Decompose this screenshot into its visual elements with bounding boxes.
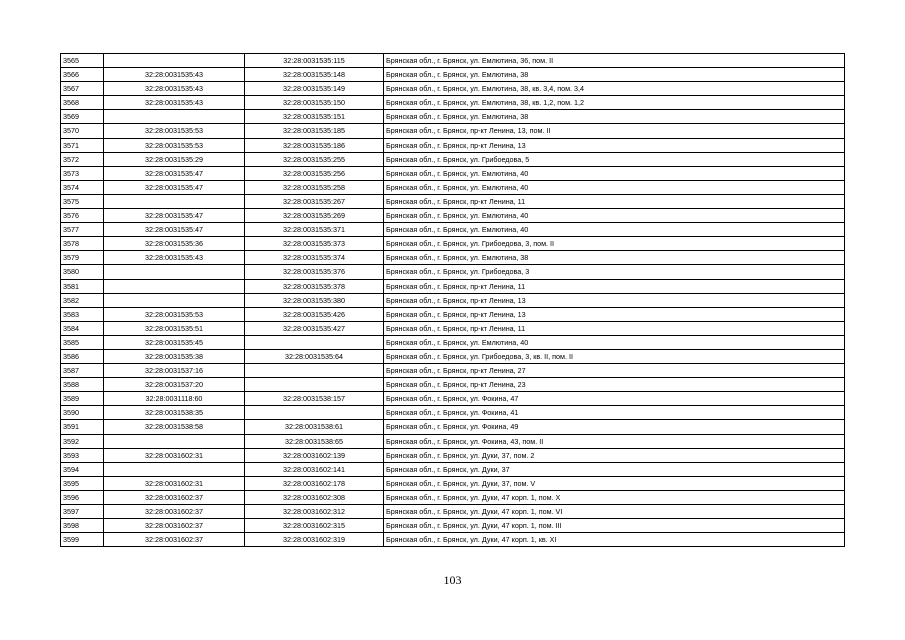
row-number-cell: 3567 — [61, 82, 104, 96]
table-row — [61, 82, 845, 96]
address-cell: Брянская обл., г. Брянск, ул. Фокина, 41 — [384, 406, 845, 420]
row-number-cell: 3591 — [61, 420, 104, 434]
object-cadastral-number-cell: 32:28:0031535:64 — [245, 349, 384, 363]
object-cadastral-number-cell: 32:28:0031535:115 — [245, 54, 384, 68]
address-cell: Брянская обл., г. Брянск, ул. Емлютина, 40 — [384, 335, 845, 349]
row-number-cell: 3588 — [61, 378, 104, 392]
object-cadastral-number-cell: 32:28:0031535:427 — [245, 321, 384, 335]
address-cell: Брянская обл., г. Брянск, пр-кт Ленина, 23 — [384, 378, 845, 392]
row-number-cell: 3573 — [61, 166, 104, 180]
row-number-cell: 3572 — [61, 152, 104, 166]
object-cadastral-number-cell — [245, 378, 384, 392]
land-parcel-number-cell: 32:28:0031538:58 — [104, 420, 245, 434]
table-row — [61, 279, 845, 293]
row-number-cell: 3578 — [61, 237, 104, 251]
land-parcel-number-cell: 32:28:0031535:43 — [104, 251, 245, 265]
address-cell: Брянская обл., г. Брянск, ул. Емлютина, 38, кв. 1,2, пом. 1,2 — [384, 96, 845, 110]
land-parcel-number-cell — [104, 462, 245, 476]
land-parcel-number-cell: 32:28:0031535:47 — [104, 223, 245, 237]
object-cadastral-number-cell: 32:28:0031602:139 — [245, 448, 384, 462]
land-parcel-number-cell — [104, 265, 245, 279]
address-cell: Брянская обл., г. Брянск, ул. Емлютина, 38 — [384, 251, 845, 265]
row-number-cell: 3566 — [61, 68, 104, 82]
land-parcel-number-cell — [104, 54, 245, 68]
table-row — [61, 321, 845, 335]
object-cadastral-number-cell: 32:28:0031535:380 — [245, 293, 384, 307]
table-row — [61, 533, 845, 547]
address-cell: Брянская обл., г. Брянск, пр-кт Ленина, 13, пом. II — [384, 124, 845, 138]
object-cadastral-number-cell: 32:28:0031535:267 — [245, 194, 384, 208]
table-row — [61, 307, 845, 321]
object-cadastral-number-cell: 32:28:0031535:378 — [245, 279, 384, 293]
object-cadastral-number-cell: 32:28:0031535:269 — [245, 209, 384, 223]
land-parcel-number-cell: 32:28:0031535:53 — [104, 307, 245, 321]
object-cadastral-number-cell: 32:28:0031535:258 — [245, 180, 384, 194]
land-parcel-number-cell: 32:28:0031535:51 — [104, 321, 245, 335]
address-cell: Брянская обл., г. Брянск, ул. Емлютина, 38 — [384, 68, 845, 82]
row-number-cell: 3593 — [61, 448, 104, 462]
table-row — [61, 152, 845, 166]
land-parcel-number-cell: 32:28:0031602:37 — [104, 505, 245, 519]
row-number-cell: 3589 — [61, 392, 104, 406]
object-cadastral-number-cell: 32:28:0031535:150 — [245, 96, 384, 110]
row-number-cell: 3580 — [61, 265, 104, 279]
row-number-cell: 3570 — [61, 124, 104, 138]
table-row — [61, 209, 845, 223]
land-parcel-number-cell — [104, 434, 245, 448]
address-cell: Брянская обл., г. Брянск, ул. Емлютина, 40 — [384, 209, 845, 223]
table-row — [61, 420, 845, 434]
row-number-cell: 3575 — [61, 194, 104, 208]
land-parcel-number-cell: 32:28:0031602:37 — [104, 533, 245, 547]
object-cadastral-number-cell: 32:28:0031538:157 — [245, 392, 384, 406]
object-cadastral-number-cell: 32:28:0031535:374 — [245, 251, 384, 265]
row-number-cell: 3569 — [61, 110, 104, 124]
land-parcel-number-cell: 32:28:0031602:37 — [104, 519, 245, 533]
table-row — [61, 96, 845, 110]
land-parcel-number-cell — [104, 110, 245, 124]
land-parcel-number-cell: 32:28:0031602:37 — [104, 490, 245, 504]
object-cadastral-number-cell: 32:28:0031602:312 — [245, 505, 384, 519]
land-parcel-number-cell: 32:28:0031535:29 — [104, 152, 245, 166]
object-cadastral-number-cell: 32:28:0031538:61 — [245, 420, 384, 434]
table-row — [61, 180, 845, 194]
row-number-cell: 3582 — [61, 293, 104, 307]
land-parcel-number-cell: 32:28:0031535:43 — [104, 68, 245, 82]
row-number-cell: 3594 — [61, 462, 104, 476]
row-number-cell: 3592 — [61, 434, 104, 448]
row-number-cell: 3599 — [61, 533, 104, 547]
object-cadastral-number-cell — [245, 406, 384, 420]
row-number-cell: 3587 — [61, 364, 104, 378]
table-body — [61, 54, 845, 547]
address-cell: Брянская обл., г. Брянск, ул. Фокина, 43, пом. II — [384, 434, 845, 448]
address-cell: Брянская обл., г. Брянск, ул. Фокина, 47 — [384, 392, 845, 406]
table-row — [61, 392, 845, 406]
row-number-cell: 3576 — [61, 209, 104, 223]
object-cadastral-number-cell — [245, 335, 384, 349]
address-cell: Брянская обл., г. Брянск, пр-кт Ленина, 11 — [384, 321, 845, 335]
object-cadastral-number-cell: 32:28:0031602:308 — [245, 490, 384, 504]
object-cadastral-number-cell: 32:28:0031602:319 — [245, 533, 384, 547]
row-number-cell: 3585 — [61, 335, 104, 349]
object-cadastral-number-cell: 32:28:0031535:149 — [245, 82, 384, 96]
address-cell: Брянская обл., г. Брянск, пр-кт Ленина, 13 — [384, 307, 845, 321]
table-row — [61, 349, 845, 363]
table-row — [61, 293, 845, 307]
land-parcel-number-cell: 32:28:0031535:38 — [104, 349, 245, 363]
table-row — [61, 476, 845, 490]
row-number-cell: 3581 — [61, 279, 104, 293]
address-cell: Брянская обл., г. Брянск, ул. Емлютина, 38, кв. 3,4, пом. 3,4 — [384, 82, 845, 96]
table-row — [61, 448, 845, 462]
table-row — [61, 364, 845, 378]
address-cell: Брянская обл., г. Брянск, ул. Емлютина, 40 — [384, 180, 845, 194]
object-cadastral-number-cell: 32:28:0031602:141 — [245, 462, 384, 476]
address-cell: Брянская обл., г. Брянск, ул. Дуки, 37 — [384, 462, 845, 476]
object-cadastral-number-cell: 32:28:0031535:148 — [245, 68, 384, 82]
row-number-cell: 3571 — [61, 138, 104, 152]
table-row — [61, 406, 845, 420]
row-number-cell: 3595 — [61, 476, 104, 490]
address-cell: Брянская обл., г. Брянск, ул. Дуки, 47 корп. 1, пом. VI — [384, 505, 845, 519]
object-cadastral-number-cell: 32:28:0031538:65 — [245, 434, 384, 448]
object-cadastral-number-cell: 32:28:0031535:373 — [245, 237, 384, 251]
address-cell: Брянская обл., г. Брянск, ул. Емлютина, 40 — [384, 166, 845, 180]
table-row — [61, 54, 845, 68]
address-cell: Брянская обл., г. Брянск, пр-кт Ленина, 13 — [384, 138, 845, 152]
table-row — [61, 378, 845, 392]
row-number-cell: 3579 — [61, 251, 104, 265]
table-row — [61, 237, 845, 251]
table-row — [61, 505, 845, 519]
table-row — [61, 223, 845, 237]
row-number-cell: 3577 — [61, 223, 104, 237]
land-parcel-number-cell: 32:28:0031535:47 — [104, 180, 245, 194]
table-row — [61, 519, 845, 533]
address-cell: Брянская обл., г. Брянск, ул. Дуки, 47 корп. 1, пом. X — [384, 490, 845, 504]
address-cell: Брянская обл., г. Брянск, ул. Грибоедова, 3 — [384, 265, 845, 279]
address-cell: Брянская обл., г. Брянск, ул. Емлютина, 40 — [384, 223, 845, 237]
land-parcel-number-cell — [104, 293, 245, 307]
address-cell: Брянская обл., г. Брянск, ул. Грибоедова, 5 — [384, 152, 845, 166]
address-cell: Брянская обл., г. Брянск, пр-кт Ленина, 11 — [384, 279, 845, 293]
table-row — [61, 138, 845, 152]
object-cadastral-number-cell: 32:28:0031535:186 — [245, 138, 384, 152]
table-row — [61, 434, 845, 448]
address-cell: Брянская обл., г. Брянск, ул. Фокина, 49 — [384, 420, 845, 434]
table-row — [61, 265, 845, 279]
land-parcel-number-cell: 32:28:0031535:47 — [104, 209, 245, 223]
object-cadastral-number-cell — [245, 364, 384, 378]
table-row — [61, 124, 845, 138]
address-cell: Брянская обл., г. Брянск, пр-кт Ленина, 11 — [384, 194, 845, 208]
object-cadastral-number-cell: 32:28:0031535:376 — [245, 265, 384, 279]
row-number-cell: 3583 — [61, 307, 104, 321]
row-number-cell: 3590 — [61, 406, 104, 420]
row-number-cell: 3565 — [61, 54, 104, 68]
row-number-cell: 3597 — [61, 505, 104, 519]
land-parcel-number-cell — [104, 279, 245, 293]
address-cell: Брянская обл., г. Брянск, ул. Дуки, 37, пом. 2 — [384, 448, 845, 462]
table-row — [61, 462, 845, 476]
row-number-cell: 3574 — [61, 180, 104, 194]
object-cadastral-number-cell: 32:28:0031535:151 — [245, 110, 384, 124]
cadastral-register-table — [60, 53, 845, 547]
object-cadastral-number-cell: 32:28:0031535:255 — [245, 152, 384, 166]
address-cell: Брянская обл., г. Брянск, ул. Емлютина, 38 — [384, 110, 845, 124]
object-cadastral-number-cell: 32:28:0031602:178 — [245, 476, 384, 490]
row-number-cell: 3596 — [61, 490, 104, 504]
table-row — [61, 166, 845, 180]
object-cadastral-number-cell: 32:28:0031602:315 — [245, 519, 384, 533]
address-cell: Брянская обл., г. Брянск, ул. Дуки, 47 корп. 1, пом. III — [384, 519, 845, 533]
address-cell: Брянская обл., г. Брянск, ул. Грибоедова, 3, пом. II — [384, 237, 845, 251]
land-parcel-number-cell: 32:28:0031535:36 — [104, 237, 245, 251]
row-number-cell: 3586 — [61, 349, 104, 363]
land-parcel-number-cell: 32:28:0031535:47 — [104, 166, 245, 180]
table-row — [61, 110, 845, 124]
row-number-cell: 3568 — [61, 96, 104, 110]
table-row — [61, 335, 845, 349]
page-number: 103 — [443, 573, 462, 587]
land-parcel-number-cell: 32:28:0031537:16 — [104, 364, 245, 378]
land-parcel-number-cell: 32:28:0031535:53 — [104, 124, 245, 138]
address-cell: Брянская обл., г. Брянск, ул. Дуки, 47 корп. 1, кв. XI — [384, 533, 845, 547]
address-cell: Брянская обл., г. Брянск, ул. Дуки, 37, пом. V — [384, 476, 845, 490]
land-parcel-number-cell: 32:28:0031535:53 — [104, 138, 245, 152]
address-cell: Брянская обл., г. Брянск, ул. Грибоедова, 3, кв. II, пом. II — [384, 349, 845, 363]
object-cadastral-number-cell: 32:28:0031535:371 — [245, 223, 384, 237]
row-number-cell: 3598 — [61, 519, 104, 533]
object-cadastral-number-cell: 32:28:0031535:426 — [245, 307, 384, 321]
address-cell: Брянская обл., г. Брянск, пр-кт Ленина, 13 — [384, 293, 845, 307]
object-cadastral-number-cell: 32:28:0031535:256 — [245, 166, 384, 180]
object-cadastral-number-cell: 32:28:0031535:185 — [245, 124, 384, 138]
land-parcel-number-cell: 32:28:0031118:60 — [104, 392, 245, 406]
table-row — [61, 251, 845, 265]
table-row — [61, 68, 845, 82]
land-parcel-number-cell: 32:28:0031535:45 — [104, 335, 245, 349]
address-cell: Брянская обл., г. Брянск, ул. Емлютина, 36, пом. II — [384, 54, 845, 68]
table-row — [61, 194, 845, 208]
table-row — [61, 490, 845, 504]
address-cell: Брянская обл., г. Брянск, пр-кт Ленина, 27 — [384, 364, 845, 378]
land-parcel-number-cell: 32:28:0031535:43 — [104, 96, 245, 110]
row-number-cell: 3584 — [61, 321, 104, 335]
land-parcel-number-cell: 32:28:0031537:20 — [104, 378, 245, 392]
land-parcel-number-cell: 32:28:0031538:35 — [104, 406, 245, 420]
land-parcel-number-cell: 32:28:0031535:43 — [104, 82, 245, 96]
land-parcel-number-cell: 32:28:0031602:31 — [104, 476, 245, 490]
land-parcel-number-cell: 32:28:0031602:31 — [104, 448, 245, 462]
land-parcel-number-cell — [104, 194, 245, 208]
